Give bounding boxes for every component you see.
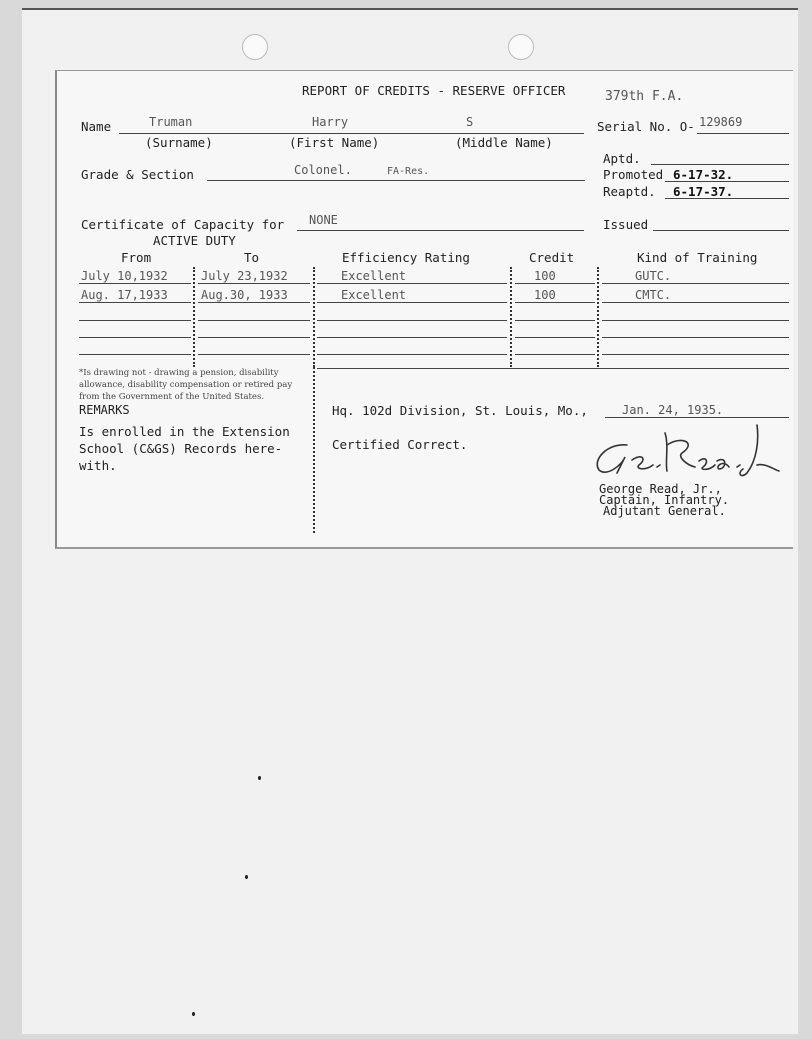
col-header-to: To (244, 250, 260, 265)
col-header-rating: Efficiency Rating (342, 250, 470, 265)
first-name-value: Harry (312, 115, 349, 129)
punch-hole-left (242, 34, 268, 60)
active-duty-label: ACTIVE DUTY (153, 233, 236, 248)
signer-name: George Read, Jr., (599, 482, 722, 496)
aptd-label: Aptd. (603, 151, 641, 166)
row1-to: July 23,1932 (201, 269, 288, 283)
certificate-value: NONE (309, 213, 338, 227)
certification-date: Jan. 24, 1935. (622, 403, 724, 417)
middle-name-label: (Middle Name) (455, 135, 553, 150)
hq-line: Hq. 102d Division, St. Louis, Mo., (332, 403, 588, 418)
row1-credit: 100 (534, 269, 556, 283)
signer-title: Adjutant General. (603, 504, 726, 518)
punch-hole-right (508, 34, 534, 60)
certified-correct: Certified Correct. (332, 437, 468, 452)
row2-kind: CMTC. (635, 288, 672, 302)
ink-speck (245, 875, 248, 879)
unit-designation: 379th F.A. (605, 89, 684, 104)
section-value: FA-Res. (387, 166, 430, 177)
issued-label: Issued (603, 217, 649, 232)
promoted-value: 6-17-32. (673, 167, 734, 182)
reaptd-label: Reaptd. (603, 184, 656, 199)
col-header-kind: Kind of Training (637, 250, 758, 265)
row2-from: Aug. 17,1933 (81, 288, 168, 302)
remarks-label: REMARKS (79, 403, 130, 417)
signature-image (587, 415, 787, 485)
row2-to: Aug.30, 1933 (201, 288, 288, 302)
row1-from: July 10,1932 (81, 269, 168, 283)
serial-label: Serial No. O- (597, 119, 695, 134)
grade-value: Colonel. (294, 163, 352, 177)
promoted-label: Promoted (603, 167, 664, 182)
row2-rating: Excellent (341, 288, 407, 302)
signer-rank: Captain, Infantry. (599, 493, 730, 507)
certificate-label: Certificate of Capacity for (81, 217, 285, 232)
col-header-credit: Credit (529, 250, 575, 265)
surname-value: Truman (149, 115, 193, 129)
grade-label: Grade & Section (81, 167, 194, 182)
report-card (55, 70, 793, 549)
ink-speck (258, 776, 261, 780)
first-name-label: (First Name) (289, 135, 380, 150)
ink-speck (192, 1012, 195, 1016)
col-header-from: From (121, 250, 152, 265)
remarks-text: Is enrolled in the Extension School (C&GS) Records here-with. (79, 424, 290, 473)
serial-value: 129869 (699, 115, 743, 129)
pension-footnote: *Is drawing not - drawing a pension, disability allowance, disability compensation or retired pay from the Government of the United States. (79, 368, 293, 402)
name-label: Name (81, 119, 112, 134)
surname-label: (Surname) (145, 135, 213, 150)
row1-rating: Excellent (341, 269, 407, 283)
reaptd-value: 6-17-37. (673, 184, 734, 199)
middle-name-value: S (466, 115, 474, 129)
form-title: REPORT OF CREDITS - RESERVE OFFICER (302, 83, 566, 98)
row2-credit: 100 (534, 288, 556, 302)
row1-kind: GUTC. (635, 269, 672, 283)
